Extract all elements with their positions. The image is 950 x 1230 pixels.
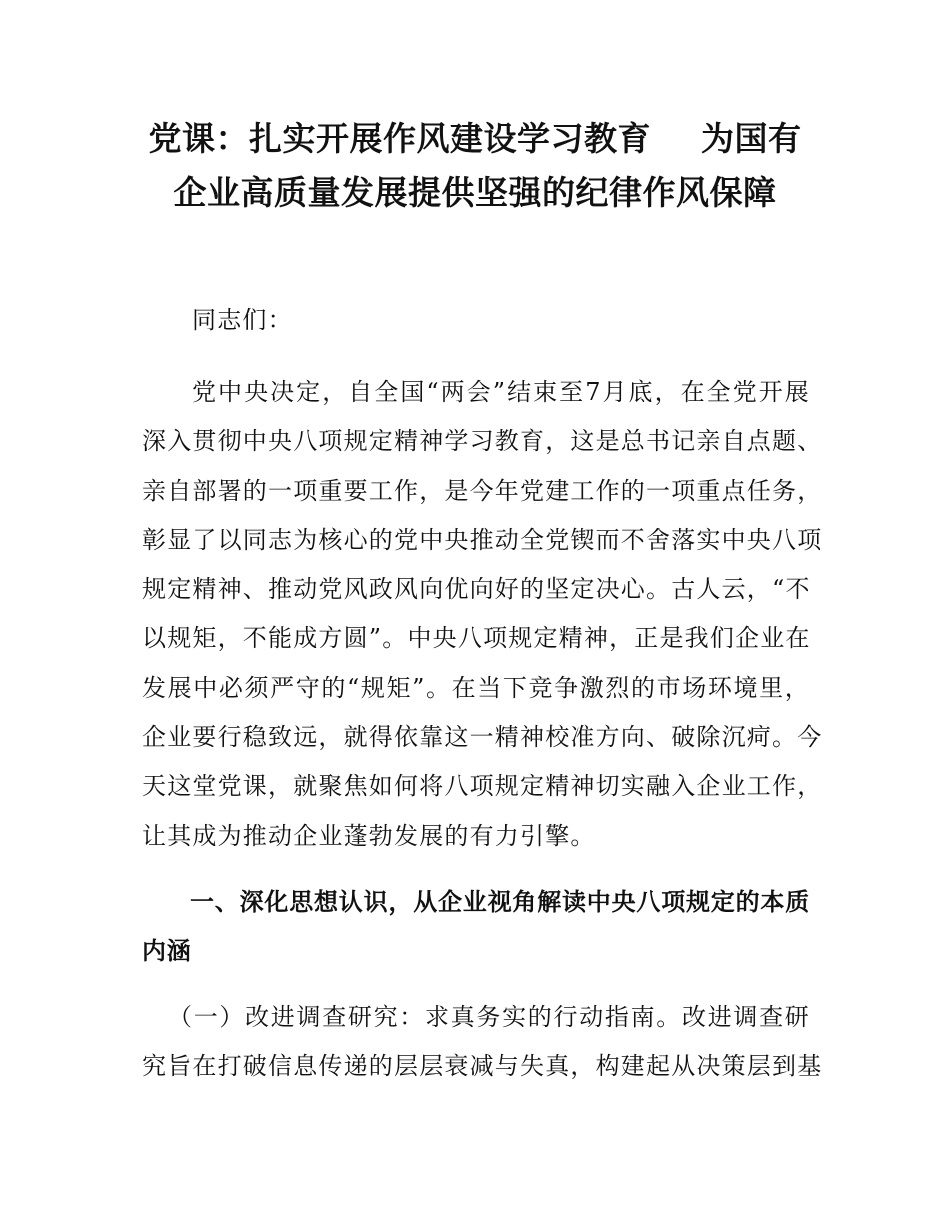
- paragraph-line: 让其成为推动企业蓬勃发展的有力引擎。: [142, 821, 596, 850]
- title-line-1-part-2: 为国有: [701, 119, 802, 158]
- heading-line: 内涵: [142, 937, 192, 966]
- greeting-text: 同志们：: [192, 306, 293, 334]
- paragraph-2: [142, 993, 823, 1092]
- paragraph-line: 企业要行稳致远，就得依靠这一精神校准方向、破除沉疴。今: [142, 723, 823, 752]
- paragraph-line: （一）改进调查研究：求真务实的行动指南。改进调查研: [168, 1003, 810, 1031]
- paragraph-line: 究旨在打破信息传递的层层衰减与失真，构建起从决策层到基: [142, 1052, 823, 1081]
- title-line-2: 企业高质量发展提供坚强的纪律作风保障: [173, 173, 777, 212]
- paragraph-line: 党中央决定，自全国“两会”结束至7月底，在全党开展: [192, 378, 810, 406]
- paragraph-line: 以规矩，不能成方圆”。中央八项规定精神，正是我们企业在: [142, 624, 811, 653]
- paragraph-line: 深入贯彻中央八项规定精神学习教育，这是总书记亲自点题、: [142, 427, 823, 456]
- heading-line: 一、深化思想认识，从企业视角解读中央八项规定的本质: [190, 888, 810, 916]
- paragraph-line: 亲自部署的一项重要工作，是今年党建工作的一项重点任务，: [142, 476, 823, 505]
- paragraph-1: [142, 368, 823, 861]
- greeting: [142, 296, 810, 345]
- document-title: [100, 112, 850, 220]
- paragraph-line: 天这堂党课，就聚焦如何将八项规定精神切实融入企业工作，: [142, 772, 823, 801]
- paragraph-line: 发展中必须严守的“规矩”。在当下竞争激烈的市场环境里，: [142, 673, 810, 702]
- paragraph-line: 规定精神、推动党风政风向优向好的坚定决心。古人云，“不: [142, 575, 811, 604]
- title-line-1: [100, 112, 850, 166]
- title-line-1-part-1: 党课：扎实开展作风建设学习教育: [148, 119, 651, 158]
- section-heading-1: [142, 878, 810, 977]
- paragraph-line: 彰显了以同志为核心的党中央推动全党锲而不舍落实中央八项: [142, 525, 823, 554]
